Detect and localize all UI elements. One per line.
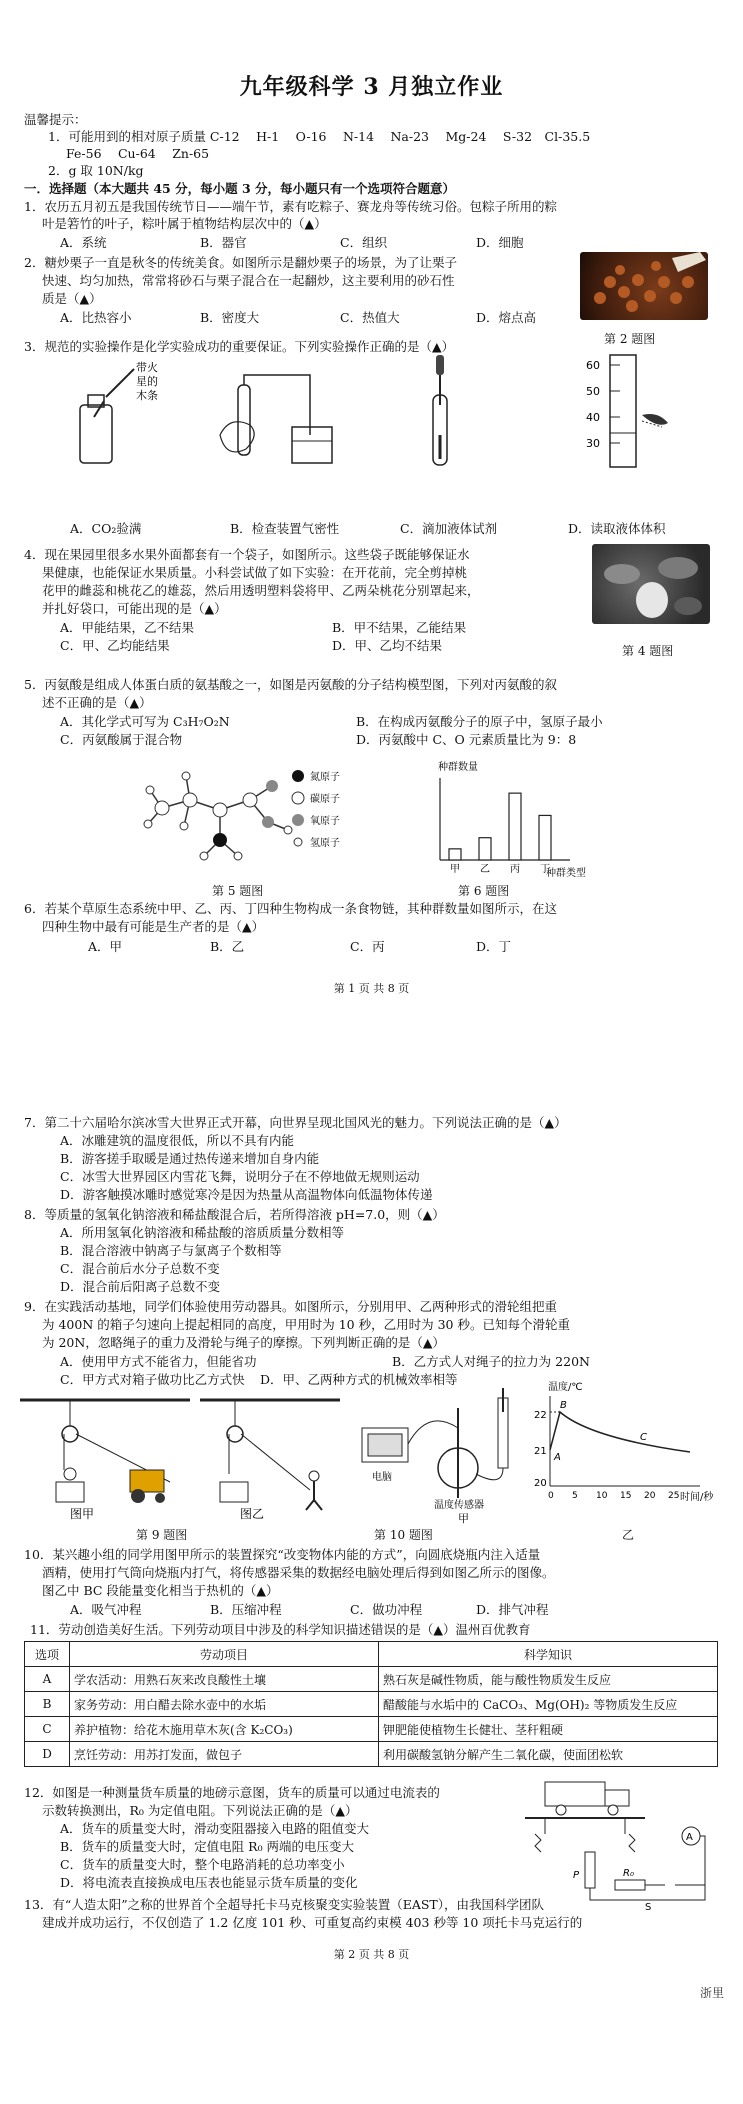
table-cell: 醋酸能与水垢中的 CaCO₃、Mg(OH)₂ 等物质发生反应: [379, 1692, 718, 1717]
switch-label: S: [645, 1902, 652, 1913]
q12-weighbridge-circuit: [525, 1780, 715, 1913]
q1-option-c: C．组织: [340, 235, 388, 250]
q4-option-c: C．甲、乙均能结果: [60, 638, 170, 653]
q12-option-d: D．将电流表直接换成电压表也能显示货车质量的变化: [60, 1875, 358, 1890]
watermark-text: 浙里: [700, 1986, 725, 2000]
q1-option-d: D．细胞: [476, 235, 524, 250]
q9-figure-caption: 第 9 题图: [136, 1528, 188, 1542]
bar-label-4: 丁: [540, 864, 550, 875]
q9-line-3: 为 20N，忽略绳子的重力及滑轮与绳子的摩擦。下列判断正确的是（▲）: [42, 1335, 445, 1350]
q7-line-1: 7．第二十六届哈尔滨冰雪大世界正式开幕，向世界呈现北国风光的魅力。下列说法正确的是（▲）: [24, 1115, 567, 1130]
graph-curve: [550, 1412, 690, 1452]
legend-oxygen: 氧原子: [310, 816, 340, 827]
q12-option-b: B．货车的质量变大时，定值电阻 R₀ 两端的电压变大: [60, 1839, 355, 1854]
q10-line-2: 酒精，使用打气筒向烧瓶内打气，将传感器采集的数据经电脑处理后得到如图乙所示的图像。: [42, 1565, 555, 1580]
q1-option-a: A．系统: [60, 235, 107, 250]
pulley-yi: [200, 1400, 340, 1521]
q13-line-2: 建成并成功运行，不仅创造了 1.2 亿度 101 秒、可重复高约束模 403 秒等 10 项托卡马克运行的: [42, 1915, 583, 1930]
chart-xlabel: 种群类型: [546, 868, 586, 879]
fig-yi-label: 图乙: [240, 1507, 265, 1521]
graph-point-a: A: [554, 1452, 561, 1463]
ammeter-label: A: [686, 1832, 693, 1843]
table-cell: B: [25, 1692, 70, 1717]
graph-xtick-0: 0: [548, 1491, 554, 1501]
q4-option-b: B．甲不结果，乙能结果: [332, 620, 467, 635]
q3-option-c: C．滴加液体试剂: [400, 521, 498, 536]
q3-figure-b: [220, 375, 332, 463]
q3-figures: [10, 355, 730, 505]
q11-line-1: 11．劳动创造美好生活。下列劳动项目中涉及的科学知识描述错误的是（▲）温州百优教育: [30, 1622, 531, 1637]
q10-temperature-graph: [530, 1378, 730, 1508]
q9-line-1: 9．在实践活动基地，同学们体验使用劳动器具。如图所示，分别用甲、乙两种形式的滑轮组把重: [24, 1299, 557, 1314]
page-title: 九年级科学 3 月独立作业: [239, 74, 504, 100]
q3-line-1: 3．规范的实验操作是化学实验成功的重要保证。下列实验操作正确的是（▲）: [24, 339, 455, 354]
q3-figure-d: [586, 355, 668, 467]
q8-option-a: A．所用氢氧化钠溶液和稀盐酸的溶质质量分数相等: [60, 1225, 345, 1240]
q9-option-c: C．甲方式对箱子做功比乙方式快: [60, 1372, 245, 1387]
q3-figure-c: [433, 355, 447, 465]
table-cell: C: [25, 1717, 70, 1742]
table-row: [25, 1692, 718, 1717]
q9-line-2: 为 400N 的箱子匀速向上提起相同的高度，甲用时为 10 秒，乙用时为 30 秒。已知每个滑轮重: [42, 1317, 570, 1332]
computer-label: 电脑: [372, 1472, 392, 1483]
chestnut-photo: [580, 252, 708, 320]
q10-option-b: B．压缩冲程: [210, 1602, 282, 1617]
q4-line-2: 果健康，也能保证水果质量。小科尝试做了如下实验：在开花前，完全剪掉桃: [42, 565, 468, 580]
q9-option-d: D．甲、乙两种方式的机械效率相等: [260, 1372, 458, 1387]
q5-option-a: A．其化学式可写为 C₃H₇O₂N: [60, 714, 230, 729]
table-cell: D: [25, 1742, 70, 1767]
q12-option-c: C．货车的质量变大时，整个电路消耗的总功率变小: [60, 1857, 345, 1872]
q3-cyl-tick-60: 60: [586, 359, 600, 372]
q7-option-a: A．冰雕建筑的温度很低，所以不具有内能: [60, 1133, 295, 1148]
q4-option-d: D．甲、乙均不结果: [332, 638, 443, 653]
page-2-footer: 第 2 页 共 8 页: [333, 1948, 410, 1961]
q6-figure-caption: 第 6 题图: [458, 884, 510, 898]
q2-option-a: A．比热容小: [60, 310, 132, 325]
q8-line-1: 8．等质量的氢氧化钠溶液和稀盐酸混合后，若所得溶液 pH=7.0，则（▲）: [24, 1207, 445, 1222]
q2-line-3: 质是（▲）: [42, 291, 102, 306]
q8-option-b: B．混合溶液中钠离子与氯离子个数相等: [60, 1243, 282, 1258]
page-1: [0, 0, 743, 1010]
q2-option-c: C．热值大: [340, 310, 400, 325]
graph-xtick-15: 15: [620, 1491, 632, 1501]
graph-xtick-10: 10: [596, 1491, 608, 1501]
q9-pulley-figures: [20, 1390, 360, 1521]
q7-option-c: C．冰雪大世界园区内雪花飞舞，说明分子在不停地做无规则运动: [60, 1169, 420, 1184]
q13-line-1: 13．有“人造太阳”之称的世界首个全超导托卡马克核聚变实验装置（EAST），由我国科学团队: [24, 1897, 544, 1912]
bar-label-1: 甲: [450, 864, 460, 875]
fruit-bag-photo: [592, 544, 710, 624]
table-cell: 利用碳酸氢钠分解产生二氧化碳，使面团松软: [379, 1742, 718, 1767]
q3-cyl-tick-50: 50: [586, 385, 600, 398]
graph-ytick-21: 21: [534, 1446, 547, 1457]
graph-ylabel: 温度/℃: [548, 1382, 583, 1393]
q3-label-line-2: 星的: [136, 375, 158, 388]
chart-ylabel: 种群数量: [438, 762, 478, 773]
table-cell: A: [25, 1667, 70, 1692]
q4-line-1: 4．现在果园里很多水果外面都套有一个袋子，如图所示。这些袋子既能够保证水: [24, 547, 470, 562]
q6-option-a: A．甲: [88, 939, 123, 954]
q3-option-b: B．检查装置气密性: [230, 521, 340, 536]
q8-option-c: C．混合前后水分子总数不变: [60, 1261, 220, 1276]
graph-xlabel: 时间/秒: [680, 1492, 714, 1503]
q3-option-a: A．CO₂验满: [70, 521, 142, 536]
q2-line-1: 2．糖炒栗子一直是秋冬的传统美食。如图所示是翻炒栗子的场景，为了让栗子: [24, 255, 457, 270]
graph-point-b: B: [560, 1400, 567, 1411]
sensor-label: 温度传感器: [434, 1500, 484, 1511]
table-row: [25, 1717, 718, 1742]
fig-jia-label: 图甲: [70, 1507, 95, 1521]
q6-option-c: C．丙: [350, 939, 385, 954]
q1-line-2: 叶是箬竹的叶子，粽叶属于植物结构层次中的（▲）: [42, 216, 327, 231]
q6-line-2: 四种生物中最有可能是生产者的是（▲）: [42, 919, 265, 934]
graph-xtick-20: 20: [644, 1491, 656, 1501]
q3-cyl-tick-40: 40: [586, 411, 600, 424]
table-row: [25, 1742, 718, 1767]
bar-4: [539, 815, 551, 860]
q7-option-d: D．游客触摸冰雕时感觉寒冷是因为热量从高温物体向低温物体传递: [60, 1187, 433, 1202]
q10-option-a: A．吸气冲程: [70, 1602, 142, 1617]
bar-1: [449, 849, 461, 860]
table-cell: 养护植物：给花木施用草木灰(含 K₂CO₃): [70, 1717, 379, 1742]
bar-3: [509, 793, 521, 860]
tips-line-1: 1．可能用到的相对原子质量 C-12 H-1 O-16 N-14 Na-23 Mg-24 S-32 Cl-35.5: [48, 129, 591, 144]
pulley-jia: [20, 1400, 190, 1521]
q4-line-4: 并扎好袋口，可能出现的是（▲）: [42, 601, 227, 616]
q1-line-1: 1．农历五月初五是我国传统节日——端午节，素有吃粽子、赛龙舟等传统习俗。包粽子所用的粽: [24, 199, 557, 214]
sensor-fig-label: 甲: [458, 1512, 469, 1525]
q6-option-d: D．丁: [476, 939, 512, 954]
table-header-cell: 劳动项目: [70, 1642, 379, 1667]
q10-option-c: C．做功冲程: [350, 1602, 423, 1617]
graph-yi-label: 乙: [622, 1528, 635, 1542]
q10-figure-caption: 第 10 题图: [374, 1528, 433, 1542]
bar-label-2: 乙: [480, 864, 490, 875]
q1-option-b: B．器官: [200, 235, 247, 250]
q5-line-1: 5．丙氨酸是组成人体蛋白质的氨基酸之一，如图是丙氨酸的分子结构模型图，下列对丙氨酸的叙: [24, 677, 557, 692]
q10-apparatus: [358, 1388, 538, 1525]
q9-option-a: A．使用甲方式不能省力，但能省功: [60, 1354, 257, 1369]
slider-label: P: [573, 1870, 580, 1881]
q5-option-b: B．在构成丙氨酸分子的原子中，氢原子最小: [356, 714, 603, 729]
section-1-heading: 一．选择题（本大题共 45 分，每小题 3 分，每小题只有一个选项符合题意）: [24, 181, 456, 196]
bar-label-3: 丙: [510, 864, 520, 875]
q3-figure-a: [80, 360, 158, 463]
page-1-footer: 第 1 页 共 8 页: [333, 982, 410, 995]
q12-line-1: 12．如图是一种测量货车质量的地磅示意图，货车的质量可以通过电流表的: [24, 1785, 440, 1800]
table-cell: 家务劳动：用白醋去除水壶中的水垢: [70, 1692, 379, 1717]
q10-line-1: 10．某兴趣小组的同学用图甲所示的装置探究“改变物体内能的方式”，向圆底烧瓶内注入适量: [24, 1547, 541, 1562]
table-header-cell: 选项: [25, 1642, 70, 1667]
q3-label-line-1: 带火: [136, 361, 158, 374]
graph-point-c: C: [640, 1432, 647, 1443]
q12-line-2: 示数转换测出，R₀ 为定值电阻。下列说法正确的是（▲）: [42, 1803, 358, 1818]
graph-ytick-22: 22: [534, 1410, 547, 1421]
q7-option-b: B．游客搓手取暖是通过热传递来增加自身内能: [60, 1151, 320, 1166]
q2-figure-caption: 第 2 题图: [604, 332, 656, 346]
table-cell: 熟石灰是碱性物质，能与酸性物质发生反应: [379, 1667, 718, 1692]
graph-xtick-5: 5: [572, 1491, 578, 1501]
page-gap: [0, 1010, 743, 1100]
legend-nitrogen: 氮原子: [310, 772, 340, 783]
r0-label: R₀: [623, 1868, 634, 1879]
q12-option-a: A．货车的质量变大时，滑动变阻器接入电路的阻值变大: [60, 1821, 370, 1836]
tips-line-3: 2．g 取 10N/kg: [48, 163, 144, 178]
q5-line-2: 述不正确的是（▲）: [42, 695, 152, 710]
q8-option-d: D．混合前后阳离子总数不变: [60, 1279, 221, 1294]
q4-figure-caption: 第 4 题图: [622, 644, 674, 658]
alanine-legend: [290, 768, 400, 858]
q11-table: [24, 1641, 718, 1767]
table-header-cell: 科学知识: [379, 1642, 718, 1667]
q4-option-a: A．甲能结果，乙不结果: [60, 620, 195, 635]
tips-line-2: Fe-56 Cu-64 Zn-65: [66, 146, 210, 161]
graph-ytick-20: 20: [534, 1478, 547, 1489]
q9-option-b: B．乙方式人对绳子的拉力为 220N: [392, 1354, 590, 1369]
table-row: [25, 1667, 718, 1692]
table-cell: 钾肥能使植物生长健壮、茎秆粗硬: [379, 1717, 718, 1742]
graph-xtick-25: 25: [668, 1491, 680, 1501]
q5-figure-caption: 第 5 题图: [212, 884, 264, 898]
q5-option-d: D．丙氨酸中 C、O 元素质量比为 9：8: [356, 732, 577, 747]
tips-label: 温馨提示：: [24, 112, 87, 127]
table-cell: 烹饪劳动：用苏打发面，做包子: [70, 1742, 379, 1767]
bar-2: [479, 838, 491, 860]
q10-line-3: 图乙中 BC 段能量变化相当于热机的（▲）: [42, 1583, 279, 1598]
q4-line-3: 花甲的雌蕊和桃花乙的雄蕊，然后用透明塑料袋将甲、乙两朵桃花分别罩起来，: [42, 583, 480, 598]
page-2: [0, 1100, 743, 2104]
q3-cyl-tick-30: 30: [586, 437, 600, 450]
q3-label-line-3: 木条: [136, 389, 158, 402]
q2-option-d: D．熔点高: [476, 310, 537, 325]
q3-option-d: D．读取液体体积: [568, 521, 666, 536]
legend-carbon: 碳原子: [310, 794, 340, 805]
q2-line-2: 快速、均匀加热，常常将砂石与栗子混合在一起翻炒，这主要利用的砂石性: [42, 273, 455, 288]
table-cell: 学农活动：用熟石灰来改良酸性土壤: [70, 1667, 379, 1692]
q6-option-b: B．乙: [210, 939, 245, 954]
table-header-row: [25, 1642, 718, 1667]
q5-option-c: C．丙氨酸属于混合物: [60, 732, 183, 747]
q2-option-b: B．密度大: [200, 310, 260, 325]
q10-option-d: D．排气冲程: [476, 1602, 549, 1617]
q6-line-1: 6．若某个草原生态系统中甲、乙、丙、丁四种生物构成一条食物链，其种群数量如图所示，在这: [24, 901, 557, 916]
legend-hydrogen: 氢原子: [310, 838, 340, 849]
population-bar-chart: [420, 760, 610, 880]
